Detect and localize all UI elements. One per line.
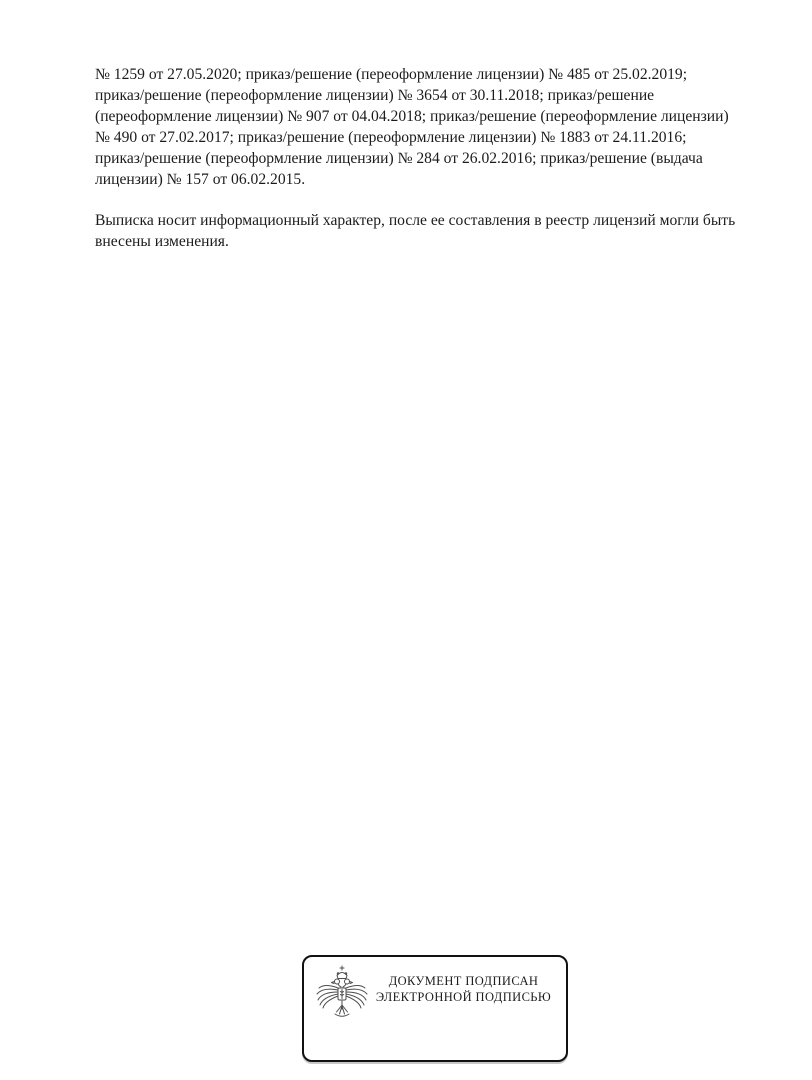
document-body-text <box>95 64 767 252</box>
text-line: приказ/решение (переоформление лицензии) № 3654 от 30.11.2018; приказ/решение <box>95 87 655 104</box>
stamp-caption-line2: ЭЛЕКТРОННОЙ ПОДПИСЬЮ <box>375 990 552 1004</box>
stamp-caption <box>371 973 556 1005</box>
text-line: приказ/решение (переоформление лицензии) № 284 от 26.02.2016; приказ/решение (выдача <box>95 150 703 167</box>
electronic-signature-stamp <box>302 955 568 1062</box>
text-line: лицензии) № 157 от 06.02.2015. <box>95 171 306 188</box>
double-headed-eagle-icon <box>315 965 369 1029</box>
text-line: внесены изменения. <box>95 233 229 250</box>
stamp-caption-line1: ДОКУМЕНТ ПОДПИСАН <box>388 974 539 988</box>
text-line: Выписка носит информационный характер, после ее составления в реестр лицензий могли быть <box>95 212 736 229</box>
text-line: № 490 от 27.02.2017; приказ/решение (переоформление лицензии) № 1883 от 24.11.2016; <box>95 129 687 146</box>
text-line: (переоформление лицензии) № 907 от 04.04.2018; приказ/решение (переоформление лицензии) <box>95 108 729 125</box>
note-paragraph <box>95 210 767 252</box>
orders-paragraph <box>95 64 767 190</box>
text-line: № 1259 от 27.05.2020; приказ/решение (переоформление лицензии) № 485 от 25.02.2019; <box>95 66 688 83</box>
